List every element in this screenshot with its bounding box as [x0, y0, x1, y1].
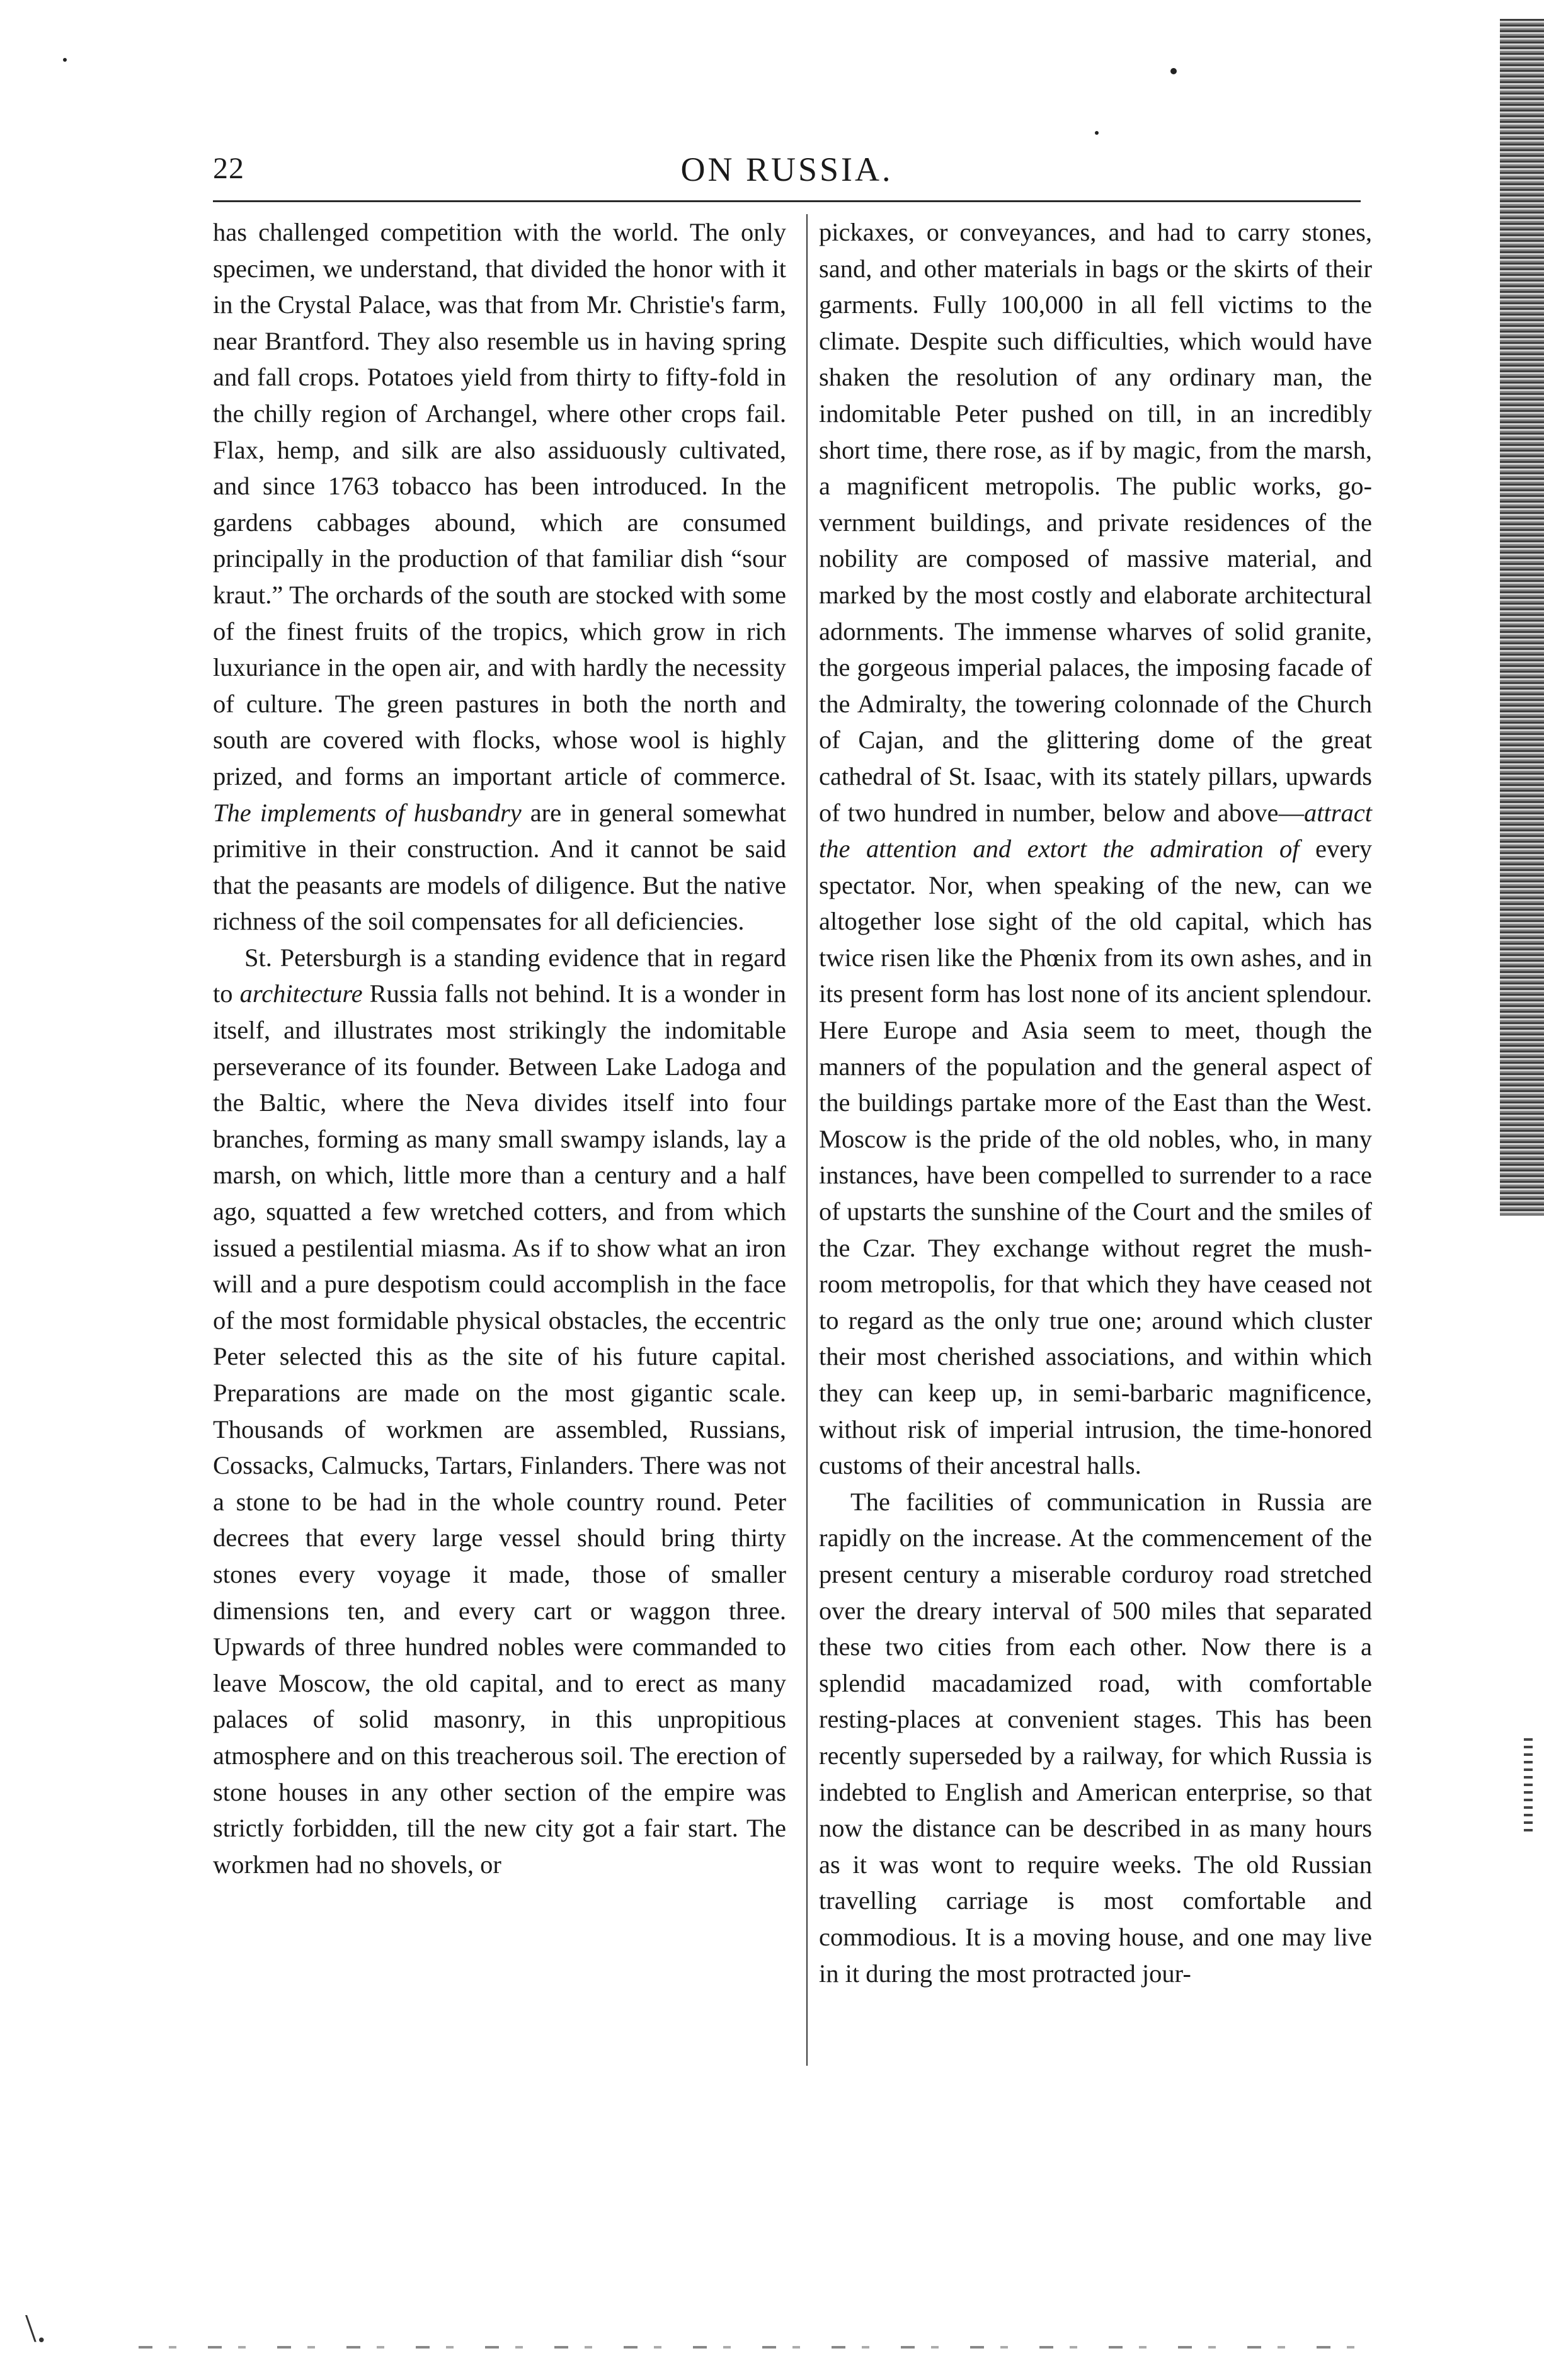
left-p1-tail: are in general somewhat primitive in their construction. And it cannot be said that the peasants are models of diligence. But the native richness of the soil compensates for all deficiencies. — [213, 798, 787, 936]
right-p1-rest: every spectator. Nor, when speaking of the new, can we altogether lose sight of the old capital, which has twice risen like the Phœnix from its own ashes, and in its present form has lost none of its ancient splendour. Here Europe and Asia seem to meet, though the manners of the population and the general aspect of the buildings partake more of the East than the West. Moscow is the pride of the old nobles, who, in many instances, have been compelled to surrender to a race of upstarts the sunshine of the Court and the smiles of the Czar. They exchange without regret the mushroom metropolis, for that which they have ceased not to regard as the only true one; around which cluster their most cherished associations, and within which they can keep up, in semi-barbaric magnificence, without risk of imperial intrusion, the time-honored customs of their ancestral halls. — [819, 834, 1372, 1480]
left-paragraph-2 — [213, 940, 786, 1882]
left-p1-text: has challenged competition with the world. The only specimen, we understand, that divided the honor with it in the Crystal Palace, was that from Mr. Christie's farm, near Brantford. They also resemble us in having spring and fall crops. Potatoes yield from thirty to fifty-fold in the chilly region of Archangel, where other crops fail. Flax, hemp, and silk are also assiduously cultivated, and since 1763 tobacco has been introduced. In the gardens cabbages abound, which are consumed principally in the production of that familiar dish “sour kraut.” The orchards of the south are stocked with some of the finest fruits of the tropics, which grow in rich luxuriance in the open air, and with hardly the necessity of culture. The green pastures in both the north and south are covered with flocks, whose wool is highly prized, and forms an important article of commerce. — [213, 218, 786, 790]
right-paragraph-2 — [819, 1484, 1372, 1991]
right-p1-start: pickaxes, or conveyances, and had to carry stones, sand, and other materials in bags or the skirts of their garments. Fully 100,000 in all fell victims to the climate. Despite such difficulties, which would have shaken the resolution of any ordinary man, the indomitable Peter pushed on till, in an incredibly short time, there rose, as if by magic, from the marsh, a magnificent metropolis. The public works, government buildings, and private residences of the nobility are composed of massive material, and marked by the most costly and elaborate architectural adornments. The immense wharves of solid granite, the gorgeous imperial palaces, the imposing facade of the Admiralty, the towering colonnade of the Church of Cajan, and the glittering dome of the great cathedral of St. Isaac, with its stately pillars, upwards of two hundred in number, below and above— — [819, 218, 1372, 827]
scan-binding-edge-lower — [1524, 1738, 1533, 1833]
page-header — [213, 146, 1361, 196]
scan-binding-edge — [1500, 19, 1544, 1216]
right-p2-text: The facilities of communication in Russia are rapidly on the increase. At the commencement of the present century a miserable corduroy road stretched over the dreary interval of 500 miles that separated these two cities from each other. Now there is a splendid macadamized road, with comfortable resting-places at convenient stages. This has been recently superseded by a railway, for which Russia is indebted to English and American enterprise, so that now the distance can be described in as many hours as it was wont to require weeks. The old Russian travelling carriage is most comfortable and commodious. It is a moving house, and one may live in it during the most protracted jour- — [819, 1487, 1372, 1988]
scan-speck — [1095, 131, 1099, 135]
scan-speck — [63, 58, 67, 62]
running-head: ON RUSSIA. — [680, 151, 893, 188]
margin-mark: \. — [25, 2306, 47, 2350]
header-rule — [213, 200, 1361, 202]
right-p1-italic: attract the attention and extort the admiration of — [819, 798, 1372, 863]
left-p2-italic: architecture — [239, 979, 363, 1008]
left-p2-start: St. Petersburgh is a standing evidence that in regard to — [213, 943, 786, 1008]
left-p1-italic: The implements of husbandry — [213, 798, 522, 827]
left-column — [213, 214, 786, 1882]
scan-footer-noise — [139, 2346, 1367, 2349]
scan-speck — [1170, 68, 1177, 74]
right-paragraph-1 — [819, 214, 1372, 1484]
left-p2-rest: Russia falls not behind. It is a wonder in itself, and illustrates most strikingly the indomitable perseverance of its founder. Between Lake Ladoga and the Baltic, where the Neva divides itself into four branches, forming as many small swampy islands, lay a marsh, on which, little more than a century and a half ago, squatted a few wretched cotters, and from which issued a pestilential miasma. As if to show what an iron will and a pure despotism could accomplish in the face of the most formidable physical obstacles, the eccentric Peter selected this as the site of his future capital. Preparations are made on the most gigantic scale. Thousands of workmen are assembled, Russians, Cossacks, Calmucks, Tartars, Finlanders. There was not a stone to be had in the whole country round. Peter decrees that every large vessel should bring thirty stones every voyage it made, those of smaller dimensions ten, and every cart or waggon three. Upwards of three hundred nobles were commanded to leave Moscow, the old capital, and to erect as many palaces of solid masonry, in this unpropitious atmosphere and on this treacherous soil. The erection of stone houses in any other section of the empire was strictly forbidden, till the new city got a fair start. The workmen had no shovels, or — [213, 979, 787, 1879]
page-number: 22 — [213, 152, 244, 185]
left-paragraph-1 — [213, 214, 786, 940]
column-divider — [806, 214, 808, 2066]
right-column — [819, 214, 1372, 1991]
